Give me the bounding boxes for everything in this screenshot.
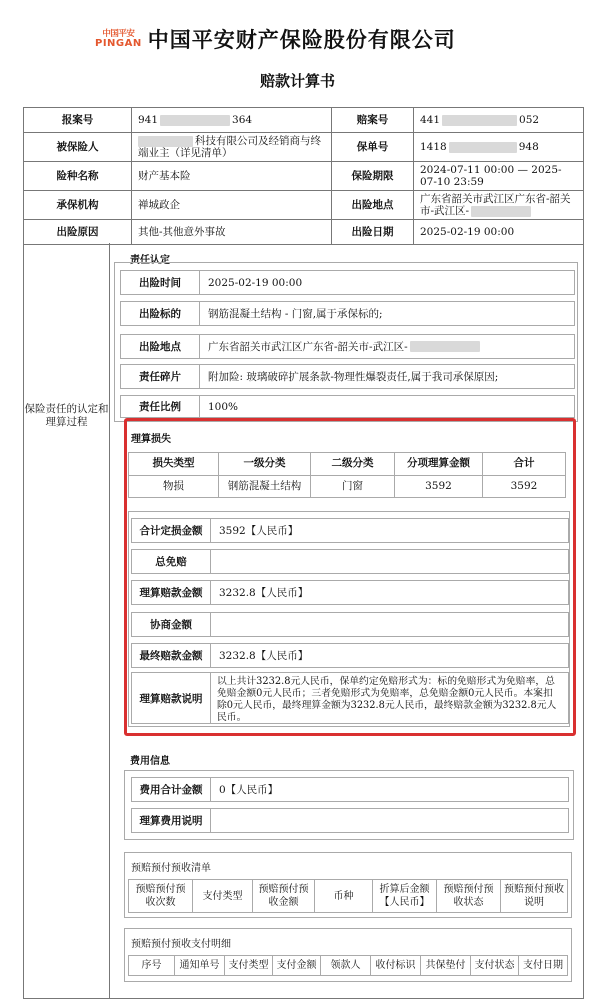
loss-calc-label: 理算赔款金额 bbox=[132, 581, 211, 604]
loss-place-label: 出险地点 bbox=[332, 191, 414, 220]
liability-place-row bbox=[120, 334, 575, 359]
prepay-detail-section-title: 预赔预付预收支付明细 bbox=[131, 939, 231, 950]
product-value: 财产基本险 bbox=[132, 162, 332, 191]
loss-negotiated-label: 协商金额 bbox=[132, 613, 211, 636]
loss-deductible-row bbox=[131, 549, 569, 574]
loss-final-row bbox=[131, 643, 569, 668]
loss-cell: 物损 bbox=[129, 475, 219, 498]
loss-cell: 门窗 bbox=[311, 475, 395, 498]
liability-time-value: 2025-02-19 00:00 bbox=[208, 276, 303, 289]
fees-note-label: 理算费用说明 bbox=[132, 809, 211, 832]
loss-final-value: 3232.8【人民币】 bbox=[219, 650, 309, 662]
fees-total-row bbox=[131, 777, 569, 802]
loss-deductible-value bbox=[211, 550, 568, 573]
fees-note-row bbox=[131, 808, 569, 833]
loss-col-header: 分项理算金额 bbox=[395, 453, 483, 476]
loss-cell: 3592 bbox=[395, 475, 483, 498]
prepay-detail-table bbox=[128, 955, 568, 976]
logo-cn: 中国平安 bbox=[102, 29, 135, 39]
loss-negotiated-row bbox=[131, 612, 569, 637]
prepay-section-title: 预赔预付预收清单 bbox=[131, 863, 211, 874]
insured-label: 被保险人 bbox=[24, 133, 132, 162]
loss-date-value: 2025-02-19 00:00 bbox=[414, 220, 584, 245]
table-row bbox=[24, 191, 584, 220]
liability-subject-row bbox=[120, 301, 575, 326]
prepay-detail-col-header: 领款人 bbox=[321, 956, 371, 976]
fees-total-value: 0【人民币】 bbox=[219, 784, 279, 796]
cause-label: 出险原因 bbox=[24, 220, 132, 245]
prepay-col-header: 支付类型 bbox=[193, 880, 253, 913]
report-no-value: 941 364 bbox=[132, 108, 332, 133]
prepay-detail-col-header: 支付状态 bbox=[471, 956, 519, 976]
loss-total-value: 3592【人民币】 bbox=[219, 525, 299, 537]
table-row bbox=[24, 108, 584, 133]
table-header-row bbox=[129, 880, 568, 913]
loss-deductible-label: 总免赔 bbox=[132, 550, 211, 573]
liability-place-label: 出险地点 bbox=[121, 335, 200, 358]
liability-time-label: 出险时间 bbox=[121, 271, 200, 294]
product-label: 险种名称 bbox=[24, 162, 132, 191]
loss-note-row bbox=[131, 672, 569, 724]
table-header-row bbox=[129, 453, 566, 476]
pingan-logo-mark bbox=[95, 29, 142, 49]
company-name: 中国平安财产保险股份有限公司 bbox=[147, 28, 456, 52]
fees-total-label: 费用合计金额 bbox=[132, 778, 211, 801]
loss-place-value: 广东省韶关市武江区广东省-韶关市-武江区- bbox=[414, 191, 584, 220]
org-label: 承保机构 bbox=[24, 191, 132, 220]
liability-ratio-label: 责任比例 bbox=[121, 396, 200, 417]
report-no-label: 报案号 bbox=[24, 108, 132, 133]
loss-table bbox=[128, 452, 566, 498]
liability-ratio-value: 100% bbox=[208, 400, 239, 413]
policy-no-label: 保单号 bbox=[332, 133, 414, 162]
prepay-detail-col-header: 通知单号 bbox=[175, 956, 225, 976]
loss-col-header: 损失类型 bbox=[129, 453, 219, 476]
table-row bbox=[24, 133, 584, 162]
org-value: 禅城政企 bbox=[132, 191, 332, 220]
prepay-detail-col-header: 支付金额 bbox=[273, 956, 321, 976]
liability-clause-value: 附加险: 玻璃破碎扩展条款-物理性爆裂责任,属于我司承保原因; bbox=[208, 371, 499, 383]
liability-subject-value: 钢筋混凝土结构 - 门窗,属于承保标的; bbox=[208, 308, 383, 320]
fees-note-value bbox=[211, 809, 568, 832]
loss-total-row bbox=[131, 518, 569, 543]
liability-subject-label: 出险标的 bbox=[121, 302, 200, 325]
cause-value: 其他-其他意外事故 bbox=[132, 220, 332, 245]
process-side-label: 保险责任的认定和理算过程 bbox=[24, 403, 109, 428]
liability-ratio-row bbox=[120, 395, 575, 418]
claim-no-value: 441 052 bbox=[414, 108, 584, 133]
logo-en: PINGAN bbox=[95, 38, 142, 49]
liability-section-title: 责任认定 bbox=[130, 255, 170, 266]
loss-date-label: 出险日期 bbox=[332, 220, 414, 245]
claim-info-table bbox=[23, 107, 584, 245]
document-title: 赔款计算书 bbox=[259, 72, 335, 90]
insured-value: 科技有限公司及经销商与终端业主（详见清单） bbox=[132, 133, 332, 162]
loss-final-label: 最终赔款金额 bbox=[132, 644, 211, 667]
process-side-column bbox=[24, 243, 110, 998]
loss-section-title: 理算损失 bbox=[131, 434, 171, 445]
liability-clause-row bbox=[120, 364, 575, 389]
loss-total-label: 合计定损金额 bbox=[132, 519, 211, 542]
prepay-col-header: 币种 bbox=[315, 880, 373, 913]
prepay-col-header: 预赔预付预收说明 bbox=[501, 880, 568, 913]
liability-clause-label: 责任碎片 bbox=[121, 365, 200, 388]
prepay-detail-col-header: 序号 bbox=[129, 956, 175, 976]
loss-cell: 钢筋混凝土结构 bbox=[219, 475, 311, 498]
liability-place-value: 广东省韶关市武江区广东省-韶关市-武江区- bbox=[200, 335, 574, 358]
liability-time-row bbox=[120, 270, 575, 295]
policy-no-value: 1418 948 bbox=[414, 133, 584, 162]
prepay-detail-col-header: 支付日期 bbox=[519, 956, 568, 976]
loss-col-header: 二级分类 bbox=[311, 453, 395, 476]
loss-col-header: 一级分类 bbox=[219, 453, 311, 476]
prepay-detail-col-header: 共保垫付 bbox=[421, 956, 471, 976]
loss-calc-row bbox=[131, 580, 569, 605]
prepay-col-header: 预赔预付预收金额 bbox=[253, 880, 315, 913]
loss-negotiated-value bbox=[211, 613, 568, 636]
loss-cell: 3592 bbox=[483, 475, 566, 498]
prepay-col-header: 预赔预付预收次数 bbox=[129, 880, 193, 913]
prepay-col-header: 折算后金额【人民币】 bbox=[373, 880, 437, 913]
company-logo bbox=[95, 24, 456, 54]
loss-calc-value: 3232.8【人民币】 bbox=[219, 587, 309, 599]
prepay-col-header: 预赔预付预收状态 bbox=[437, 880, 501, 913]
table-row bbox=[129, 475, 566, 498]
loss-note-value: 以上共计3232.8元人民币，保单约定免赔形式为：标的免赔形式为免赔率，总免赔金额0元人民币；三者免赔形式为免赔率，总免赔金额0元人民币。本案扣除0元人民币，最终理算金额为3232.8元人民币，最终赔款金额为3232.8元人民币。 bbox=[217, 676, 557, 723]
period-value: 2024-07-11 00:00 — 2025-07-10 23:59 bbox=[414, 162, 584, 191]
prepay-table bbox=[128, 879, 568, 913]
fees-section-title: 费用信息 bbox=[130, 756, 170, 767]
period-label: 保险期限 bbox=[332, 162, 414, 191]
table-header-row bbox=[129, 956, 568, 976]
prepay-detail-col-header: 收付标识 bbox=[371, 956, 421, 976]
prepay-detail-col-header: 支付类型 bbox=[225, 956, 273, 976]
loss-note-label: 理算赔款说明 bbox=[132, 673, 211, 723]
loss-col-header: 合计 bbox=[483, 453, 566, 476]
table-row bbox=[24, 220, 584, 245]
table-row bbox=[24, 162, 584, 191]
claim-no-label: 赔案号 bbox=[332, 108, 414, 133]
